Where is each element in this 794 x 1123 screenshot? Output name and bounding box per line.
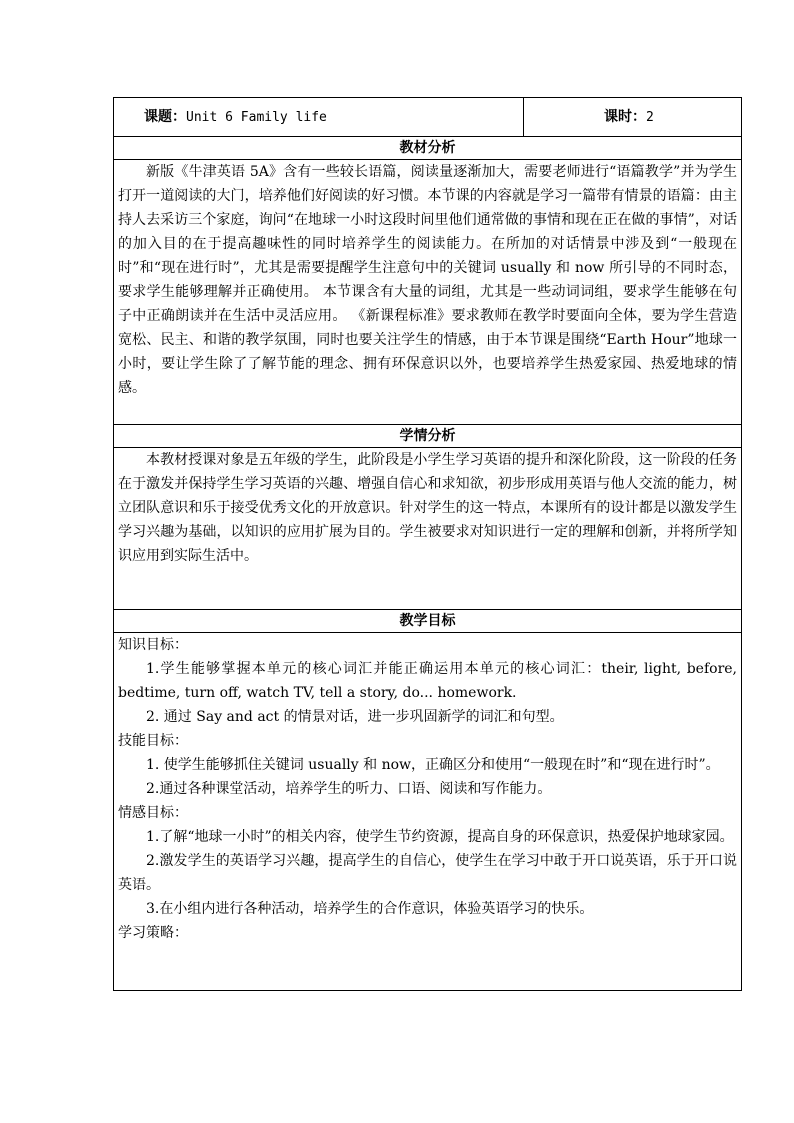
emotion-goal-item: 2.激发学生的英语学习兴趣，提高学生的自信心，使学生在学习中敢于开口说英语，乐于开口说英语。 — [118, 853, 737, 893]
lesson-title-cell — [114, 98, 524, 137]
section-body-row — [114, 448, 742, 610]
teaching-goals-heading: 教学目标 — [114, 610, 742, 633]
lesson-period-label: 课时： — [604, 108, 646, 125]
lesson-period-cell — [524, 98, 742, 137]
section-heading-row — [114, 137, 742, 160]
student-analysis-body — [114, 448, 742, 610]
lesson-title-value: Unit 6 Family life — [186, 109, 327, 125]
material-analysis-text: 新版《牛津英语 5A》含有一些较长语篇，阅读量逐渐加大，需要老师进行“语篇教学”并为学生打开一道阅读的大门，培养他们好阅读的好习惯。本节课的内容就是学习一篇带有情景的语篇：由主持人去采访三个家庭，询问“在地球一小时这段时间里他们通常做的事情和现在正在做的事情”，对话的加入目的在于提高趣味性的同时培养学生的阅读能力。在所加的对话情景中涉及到“一般现在时”和“现在进行时”，尤其是需要提醒学生注意句中的关键词 usually 和 now 所引导的不同时态，要求学生能够理解并正确使用。 本节课含有大量的词组，尤其是一些动词词组，要求学生能够在句子中正确朗读并在生活中灵活应用。 《新课程标准》要求教师在教学时要面向全体，要为学生营造宽松、民主、和谐的教学氛围，同时也要关注学生的情感，由于本节课是围绕“Earth Hour”地球一小时，要让学生除了了解节能的理念、拥有环保意识以外，也要培养学生热爱家园、热爱地球的情感。 — [118, 164, 737, 396]
section-body-row — [114, 633, 742, 991]
knowledge-goal-item: 2. 通过 Say and act 的情景对话，进一步巩固新学的词汇和句型。 — [146, 709, 564, 725]
header-row — [114, 98, 742, 137]
lesson-title-label: 课题： — [144, 108, 186, 125]
section-body-row — [114, 160, 742, 425]
material-analysis-body — [114, 160, 742, 425]
learning-strategy-label: 学习策略： — [118, 925, 188, 941]
emotion-goal-label: 情感目标： — [118, 805, 188, 821]
emotion-goal-item: 3.在小组内进行各种活动，培养学生的合作意识，体验英语学习的快乐。 — [146, 901, 594, 917]
teaching-goals-body — [114, 633, 742, 991]
material-analysis-heading: 教材分析 — [114, 137, 742, 160]
section-heading-row — [114, 610, 742, 633]
lesson-plan-table — [113, 97, 741, 991]
skill-goal-label: 技能目标： — [118, 733, 188, 749]
student-analysis-heading: 学情分析 — [114, 425, 742, 448]
skill-goal-item: 1. 使学生能够抓住关键词 usually 和 now，正确区分和使用“一般现在时”和“现在进行时”。 — [146, 757, 720, 773]
emotion-goal-item: 1.了解“地球一小时”的相关内容，使学生节约资源，提高自身的环保意识，热爱保护地球家园。 — [146, 829, 734, 845]
section-heading-row — [114, 425, 742, 448]
knowledge-goal-item: 1.学生能够掌握本单元的核心词汇并能正确运用本单元的核心词汇：their, light, before, bedtime, turn off, watch TV, tell a story, do... homework. — [118, 661, 737, 701]
lesson-period-value: 2 — [646, 109, 654, 125]
knowledge-goal-label: 知识目标： — [118, 637, 188, 653]
skill-goal-item: 2.通过各种课堂活动，培养学生的听力、口语、阅读和写作能力。 — [146, 781, 552, 797]
student-analysis-text: 本教材授课对象是五年级的学生，此阶段是小学生学习英语的提升和深化阶段，这一阶段的任务在于激发并保持学生学习英语的兴趣、增强自信心和求知欲，初步形成用英语与他人交流的能力，树立团队意识和乐于接受优秀文化的开放意识。针对学生的这一特点，本课所有的设计都是以激发学生学习兴趣为基础，以知识的应用扩展为目的。学生被要求对知识进行一定的理解和创新，并将所学知识应用到实际生活中。 — [118, 452, 737, 564]
